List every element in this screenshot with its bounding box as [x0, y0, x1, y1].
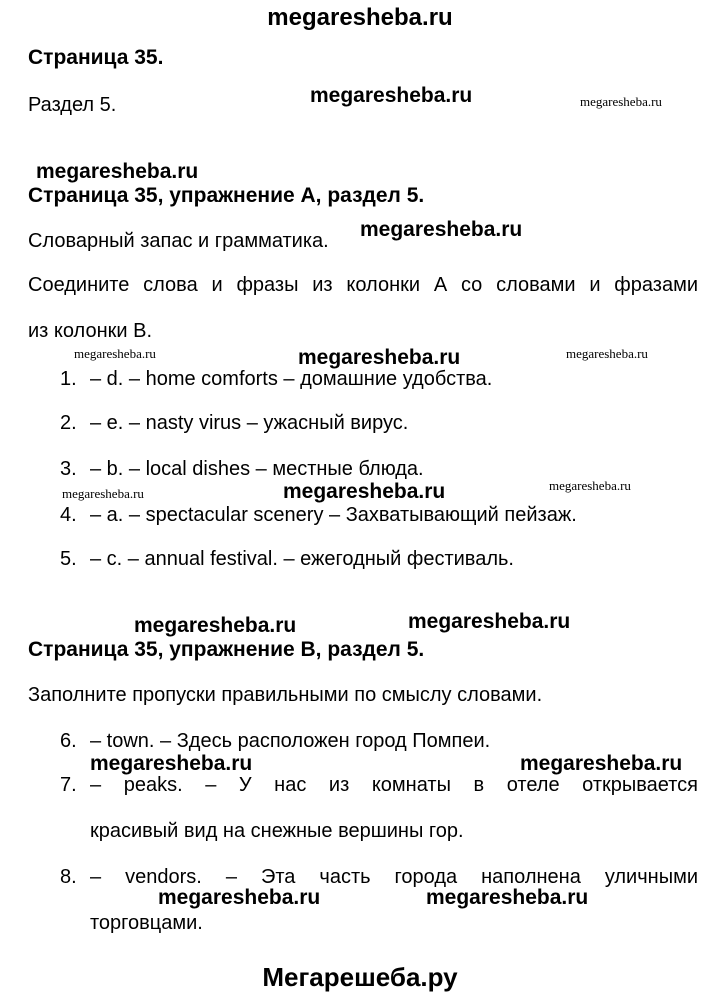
list-item-number: 7.: [60, 774, 77, 796]
watermark-small: megaresheba.ru: [549, 478, 631, 493]
watermark: megaresheba.ru: [360, 218, 523, 241]
section-label: Раздел 5.: [28, 94, 117, 116]
list-item-number: 2.: [60, 412, 77, 434]
watermark: megaresheba.ru: [408, 610, 571, 633]
watermark: megaresheba.ru: [158, 886, 321, 909]
list-item: – town. – Здесь расположен город Помпеи.: [90, 730, 491, 752]
exercise-b-instruction: Заполните пропуски правильными по смыслу словами.: [28, 684, 543, 706]
list-item-number: 3.: [60, 458, 77, 480]
list-item-number: 1.: [60, 368, 77, 390]
list-item-number: 4.: [60, 504, 77, 526]
list-item: – d. – home comforts – домашние удобства.: [90, 368, 493, 390]
watermark-small: megaresheba.ru: [74, 346, 156, 361]
list-item: – a. – spectacular scenery – Захватывающий пейзаж.: [90, 504, 577, 526]
exercise-b-heading: Страница 35, упражнение В, раздел 5.: [28, 638, 425, 661]
list-item: – c. – annual festival. – ежегодный фестиваль.: [90, 548, 514, 570]
list-item-number: 6.: [60, 730, 77, 752]
list-item: – e. – nasty virus – ужасный вирус.: [90, 412, 409, 434]
watermark: megaresheba.ru: [36, 160, 199, 183]
exercise-a-instruction: Соедините слова и фразы из колонки А со словами и фразами: [28, 274, 698, 296]
watermark-small: megaresheba.ru: [580, 94, 662, 109]
page-title: Страница 35.: [28, 46, 164, 69]
watermark-small: megaresheba.ru: [566, 346, 648, 361]
header-site-name: megaresheba.ru: [267, 4, 453, 31]
list-item-number: 8.: [60, 866, 77, 888]
list-item-number: 5.: [60, 548, 77, 570]
list-item: – b. – local dishes – местные блюда.: [90, 458, 424, 480]
watermark-small: megaresheba.ru: [62, 486, 144, 501]
list-item-cont: торговцами.: [90, 912, 203, 934]
watermark: megaresheba.ru: [426, 886, 589, 909]
footer-site-name: Мегарешеба.ру: [262, 962, 458, 992]
exercise-a-subtitle: Словарный запас и грамматика.: [28, 230, 329, 252]
watermark: megaresheba.ru: [134, 614, 297, 637]
watermark: megaresheba.ru: [90, 752, 253, 775]
watermark: megaresheba.ru: [283, 480, 446, 503]
exercise-a-instruction-cont: из колонки В.: [28, 320, 152, 342]
list-item-cont: красивый вид на снежные вершины гор.: [90, 820, 464, 842]
watermark: megaresheba.ru: [310, 84, 473, 107]
exercise-a-heading: Страница 35, упражнение А, раздел 5.: [28, 184, 425, 207]
list-item: – vendors. – Эта часть города наполнена уличными: [90, 866, 698, 888]
watermark: megaresheba.ru: [520, 752, 683, 775]
list-item: – peaks. – У нас из комнаты в отеле открывается: [90, 774, 698, 796]
watermark: megaresheba.ru: [298, 346, 461, 369]
